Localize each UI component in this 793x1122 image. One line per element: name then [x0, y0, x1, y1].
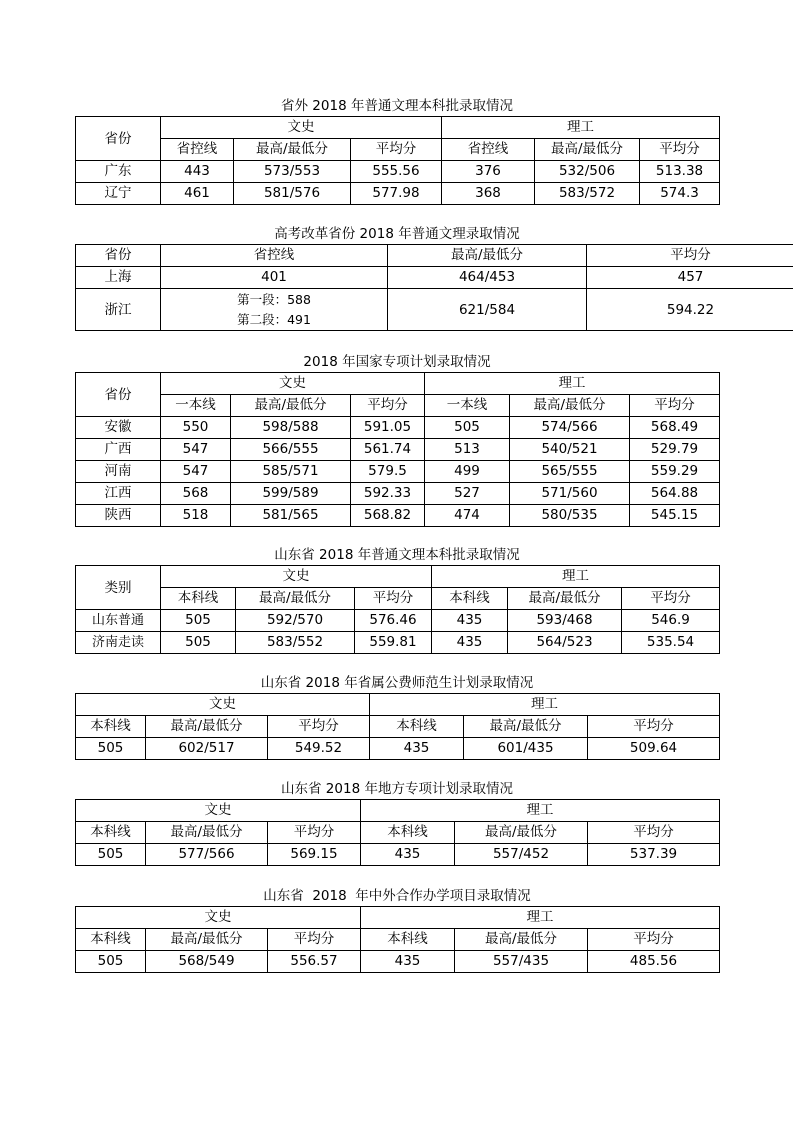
table2-block — [75, 224, 719, 331]
cell: 593/468 — [508, 610, 622, 632]
cell: 505 — [161, 632, 236, 654]
table3-title: 2018 年国家专项计划录取情况 — [303, 354, 491, 370]
cell: 577.98 — [351, 183, 442, 205]
table-row — [76, 183, 720, 205]
header-cell: 省控线 — [161, 245, 388, 267]
table-row — [76, 632, 720, 654]
subheader: 最高/最低分 — [508, 588, 622, 610]
subheader: 平均分 — [640, 139, 720, 161]
table6-block — [75, 779, 719, 866]
table1-group-li: 理工 — [442, 117, 720, 139]
cell: 581/576 — [234, 183, 351, 205]
cell: 499 — [425, 461, 510, 483]
subheader: 本科线 — [370, 716, 464, 738]
subheader: 本科线 — [76, 716, 146, 738]
cell: 505 — [76, 844, 146, 866]
cell: 591.05 — [351, 417, 425, 439]
table-row — [76, 289, 793, 331]
subheader: 最高/最低分 — [236, 588, 355, 610]
subheader: 平均分 — [588, 822, 720, 844]
cell: 599/589 — [231, 483, 351, 505]
cell: 547 — [161, 439, 231, 461]
cell: 474 — [425, 505, 510, 527]
table6 — [75, 799, 720, 866]
subheader: 本科线 — [361, 929, 455, 951]
table-row — [76, 610, 720, 632]
table4 — [75, 565, 720, 654]
cell: 568.49 — [630, 417, 720, 439]
cell: 573/553 — [234, 161, 351, 183]
subheader: 最高/最低分 — [234, 139, 351, 161]
table1-block — [75, 96, 719, 205]
table3-subheader-row — [76, 395, 720, 417]
cell: 辽宁 — [76, 183, 161, 205]
subheader: 省控线 — [161, 139, 234, 161]
cell: 安徽 — [76, 417, 161, 439]
cell: 546.9 — [622, 610, 720, 632]
table-row — [76, 738, 720, 760]
table1-group-wen: 文史 — [161, 117, 442, 139]
table7 — [75, 906, 720, 973]
cell: 505 — [76, 738, 146, 760]
subheader: 最高/最低分 — [510, 395, 630, 417]
table4-group-li: 理工 — [432, 566, 720, 588]
table2-title: 高考改革省份 2018 年普通文理录取情况 — [274, 226, 520, 242]
subheader: 本科线 — [161, 588, 236, 610]
cell: 569.15 — [268, 844, 361, 866]
cell: 559.29 — [630, 461, 720, 483]
cell: 568 — [161, 483, 231, 505]
table-row — [76, 505, 720, 527]
table7-block — [75, 886, 719, 973]
subheader: 一本线 — [425, 395, 510, 417]
table-row — [76, 267, 793, 289]
table4-title: 山东省 2018 年普通文理本科批录取情况 — [274, 547, 520, 563]
cell: 376 — [442, 161, 535, 183]
cell: 513 — [425, 439, 510, 461]
cell: 594.22 — [587, 289, 793, 331]
cell-line: 第一段：588 — [237, 291, 311, 307]
table3-group-li: 理工 — [425, 373, 720, 395]
table5-title: 山东省 2018 年省属公费师范生计划录取情况 — [260, 675, 534, 691]
cell: 上海 — [76, 267, 161, 289]
cell: 592.33 — [351, 483, 425, 505]
subheader: 最高/最低分 — [146, 716, 268, 738]
cell: 550 — [161, 417, 231, 439]
cell: 401 — [161, 267, 388, 289]
cell: 555.56 — [351, 161, 442, 183]
table4-block — [75, 545, 719, 654]
cell: 广东 — [76, 161, 161, 183]
cell: 571/560 — [510, 483, 630, 505]
cell: 585/571 — [231, 461, 351, 483]
subheader: 最高/最低分 — [455, 929, 588, 951]
subheader: 平均分 — [351, 395, 425, 417]
subheader: 最高/最低分 — [455, 822, 588, 844]
table-row — [76, 461, 720, 483]
table4-row-header: 类别 — [76, 566, 161, 610]
table7-title: 山东省 2018 年中外合作办学项目录取情况 — [263, 888, 531, 904]
cell: 435 — [361, 951, 455, 973]
table5-group-wen: 文史 — [76, 694, 370, 716]
table2 — [75, 244, 793, 331]
cell: 564.88 — [630, 483, 720, 505]
cell: 505 — [76, 951, 146, 973]
table4-subheader-row — [76, 588, 720, 610]
subheader: 一本线 — [161, 395, 231, 417]
cell: 545.15 — [630, 505, 720, 527]
cell: 574.3 — [640, 183, 720, 205]
cell: 济南走读 — [76, 632, 161, 654]
cell: 537.39 — [588, 844, 720, 866]
cell: 527 — [425, 483, 510, 505]
cell: 564/523 — [508, 632, 622, 654]
subheader: 平均分 — [351, 139, 442, 161]
subheader: 平均分 — [588, 716, 720, 738]
cell: 518 — [161, 505, 231, 527]
cell: 577/566 — [146, 844, 268, 866]
table4-group-wen: 文史 — [161, 566, 432, 588]
table1-row-header: 省份 — [76, 117, 161, 161]
subheader: 平均分 — [268, 716, 370, 738]
table1 — [75, 116, 720, 205]
subheader: 平均分 — [588, 929, 720, 951]
cell: 532/506 — [535, 161, 640, 183]
cell: 621/584 — [388, 289, 587, 331]
cell: 461 — [161, 183, 234, 205]
cell: 574/566 — [510, 417, 630, 439]
cell: 598/588 — [231, 417, 351, 439]
subheader: 本科线 — [76, 822, 146, 844]
cell: 浙江 — [76, 289, 161, 331]
cell: 435 — [432, 632, 508, 654]
subheader: 平均分 — [355, 588, 432, 610]
cell: 561.74 — [351, 439, 425, 461]
cell: 547 — [161, 461, 231, 483]
table6-title: 山东省 2018 年地方专项计划录取情况 — [281, 781, 513, 797]
table5-group-li: 理工 — [370, 694, 720, 716]
cell: 602/517 — [146, 738, 268, 760]
subheader: 本科线 — [432, 588, 508, 610]
table-row — [76, 951, 720, 973]
subheader: 最高/最低分 — [464, 716, 588, 738]
table7-group-wen: 文史 — [76, 907, 361, 929]
table3-group-wen: 文史 — [161, 373, 425, 395]
cell: 557/435 — [455, 951, 588, 973]
table-row — [76, 417, 720, 439]
cell: 580/535 — [510, 505, 630, 527]
cell: 435 — [432, 610, 508, 632]
subheader: 平均分 — [268, 822, 361, 844]
cell: 江西 — [76, 483, 161, 505]
cell: 435 — [361, 844, 455, 866]
cell: 509.64 — [588, 738, 720, 760]
cell: 广西 — [76, 439, 161, 461]
cell: 457 — [587, 267, 793, 289]
cell: 513.38 — [640, 161, 720, 183]
subheader: 平均分 — [268, 929, 361, 951]
table1-title: 省外 2018 年普通文理本科批录取情况 — [281, 98, 513, 114]
table3 — [75, 372, 720, 527]
cell: 435 — [370, 738, 464, 760]
subheader: 最高/最低分 — [535, 139, 640, 161]
subheader: 平均分 — [630, 395, 720, 417]
cell: 592/570 — [236, 610, 355, 632]
cell: 557/452 — [455, 844, 588, 866]
cell: 566/555 — [231, 439, 351, 461]
cell: 535.54 — [622, 632, 720, 654]
cell: 581/565 — [231, 505, 351, 527]
cell: 583/572 — [535, 183, 640, 205]
header-cell: 省份 — [76, 245, 161, 267]
cell: 556.57 — [268, 951, 361, 973]
cell-line: 第二段：491 — [237, 311, 311, 327]
cell: 579.5 — [351, 461, 425, 483]
header-cell: 最高/最低分 — [388, 245, 587, 267]
subheader: 本科线 — [361, 822, 455, 844]
table6-group-wen: 文史 — [76, 800, 361, 822]
cell: 464/453 — [388, 267, 587, 289]
cell: 山东普通 — [76, 610, 161, 632]
cell: 505 — [161, 610, 236, 632]
subheader: 最高/最低分 — [146, 822, 268, 844]
subheader: 最高/最低分 — [146, 929, 268, 951]
cell: 568/549 — [146, 951, 268, 973]
cell: 565/555 — [510, 461, 630, 483]
table2-header-row — [76, 245, 793, 267]
table-row — [76, 439, 720, 461]
table6-group-li: 理工 — [361, 800, 720, 822]
table3-row-header: 省份 — [76, 373, 161, 417]
cell: 601/435 — [464, 738, 588, 760]
cell: 368 — [442, 183, 535, 205]
cell: 576.46 — [355, 610, 432, 632]
cell: 505 — [425, 417, 510, 439]
cell — [161, 289, 388, 331]
table5-block — [75, 673, 719, 760]
table5-subheader-row — [76, 716, 720, 738]
cell: 485.56 — [588, 951, 720, 973]
table-row — [76, 844, 720, 866]
cell: 529.79 — [630, 439, 720, 461]
cell: 陕西 — [76, 505, 161, 527]
table-row — [76, 483, 720, 505]
subheader: 本科线 — [76, 929, 146, 951]
table3-block — [75, 352, 719, 527]
table-row — [76, 161, 720, 183]
table6-subheader-row — [76, 822, 720, 844]
cell: 河南 — [76, 461, 161, 483]
cell: 583/552 — [236, 632, 355, 654]
table1-subheader-row — [76, 139, 720, 161]
cell: 540/521 — [510, 439, 630, 461]
table7-group-li: 理工 — [361, 907, 720, 929]
subheader: 最高/最低分 — [231, 395, 351, 417]
table5 — [75, 693, 720, 760]
cell: 443 — [161, 161, 234, 183]
header-cell: 平均分 — [587, 245, 793, 267]
table7-subheader-row — [76, 929, 720, 951]
cell: 568.82 — [351, 505, 425, 527]
subheader: 省控线 — [442, 139, 535, 161]
cell: 549.52 — [268, 738, 370, 760]
subheader: 平均分 — [622, 588, 720, 610]
cell: 559.81 — [355, 632, 432, 654]
